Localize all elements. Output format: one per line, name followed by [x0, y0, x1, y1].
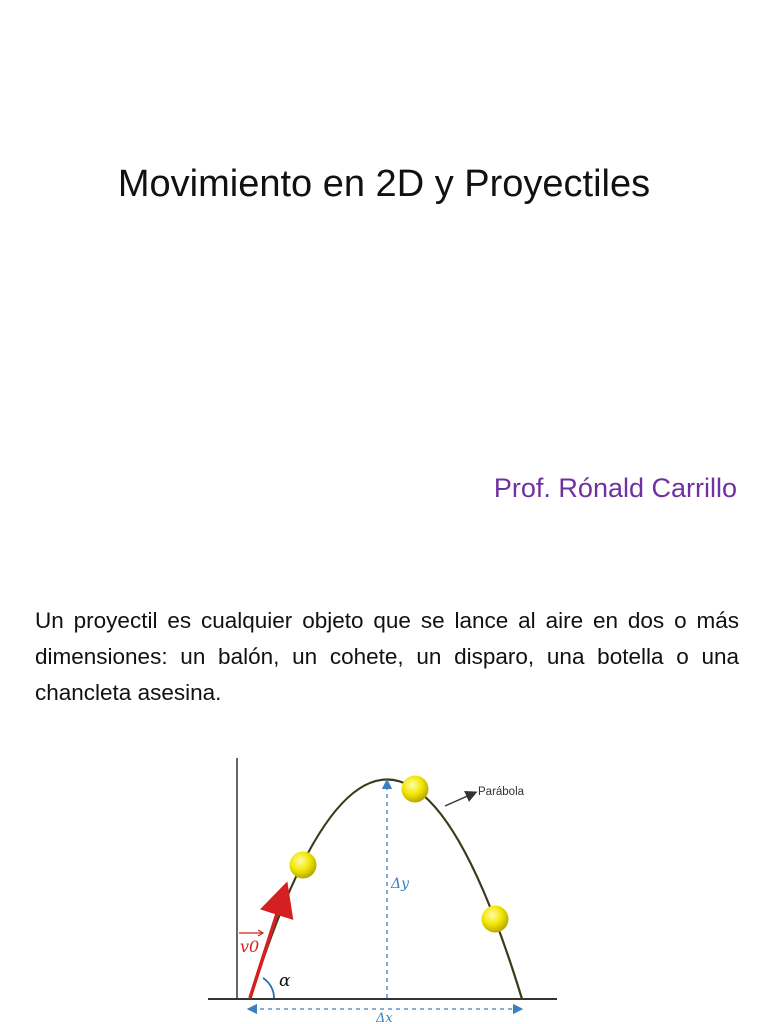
ball	[402, 776, 429, 803]
velocity-label	[239, 930, 263, 956]
projectile-diagram	[200, 750, 570, 1024]
delta-x-label: Δx	[376, 1011, 393, 1024]
parabola-pointer-arrow	[445, 794, 472, 806]
angle-arc	[263, 978, 274, 998]
definition-paragraph: Un proyectil es cualquier objeto que se lance al aire en dos o más dimensiones: un balón, un cohete, un disparo, una botella o una chancleta asesina.	[35, 608, 739, 705]
angle-label: α	[279, 971, 291, 991]
author-name: Prof. Rónald Carrillo	[493, 473, 737, 503]
ball	[482, 906, 509, 933]
ball	[290, 852, 317, 879]
parabola-label: Parábola	[478, 786, 525, 798]
delta-y-label: Δy	[391, 876, 410, 892]
velocity-label-text: v0	[240, 937, 260, 956]
slide-title: Movimiento en 2D y Proyectiles	[117, 163, 651, 205]
trajectory-curve	[250, 780, 522, 1000]
